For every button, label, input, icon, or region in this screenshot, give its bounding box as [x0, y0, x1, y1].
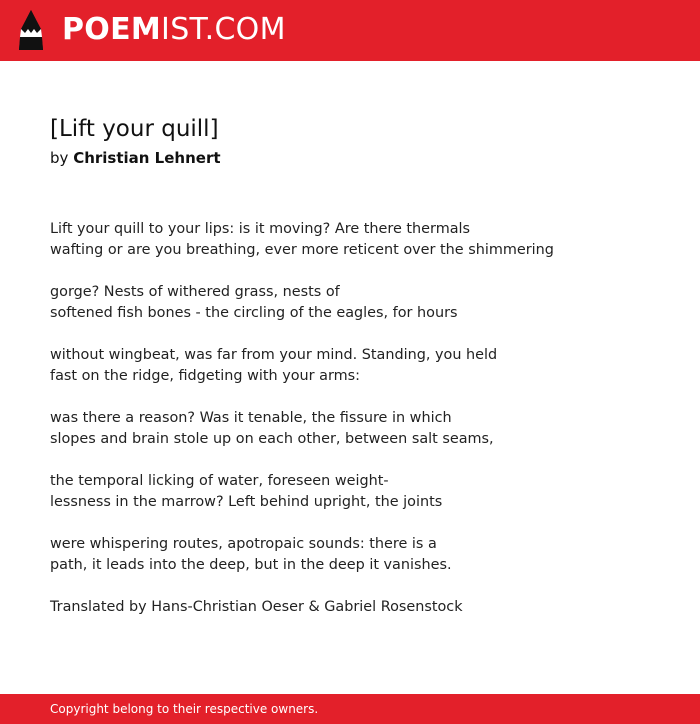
poem-line: Lift your quill to your lips: is it moving? Are there thermals [50, 221, 471, 237]
site-footer [0, 694, 700, 724]
poem-line: softened fish bones - the circling of the eagles, for hours [50, 305, 458, 321]
brand-light: IST.COM [161, 12, 286, 47]
pencil-tip-icon[interactable] [17, 9, 45, 51]
translator-note: Translated by Hans-Christian Oeser & Gabriel Rosenstock [50, 599, 463, 615]
stanza [50, 471, 670, 513]
poem-line: without wingbeat, was far from your mind. Standing, you held [50, 347, 498, 363]
stanza [50, 219, 670, 261]
copyright-text: Copyright belong to their respective owners. [50, 702, 319, 716]
stanza [50, 408, 670, 450]
poem-line: wafting or are you breathing, ever more reticent over the shimmering [50, 242, 554, 258]
stanza [50, 345, 670, 387]
poem-line: were whispering routes, apotropaic sounds: there is a [50, 536, 437, 552]
site-logo-text[interactable] [62, 12, 286, 48]
poem-line: path, it leads into the deep, but in the deep it vanishes. [50, 557, 452, 573]
by-label: by [50, 149, 69, 167]
poem-title: [Lift your quill] [50, 116, 219, 142]
stanza [50, 534, 670, 576]
poem-body [50, 219, 670, 618]
stanza [50, 282, 670, 324]
byline [50, 149, 221, 167]
poem-line: lessness in the marrow? Left behind upright, the joints [50, 494, 443, 510]
brand-bold: POEM [62, 12, 162, 47]
site-header [0, 0, 700, 61]
poem-line: the temporal licking of water, foreseen weight- [50, 473, 389, 489]
poem-line: gorge? Nests of withered grass, nests of [50, 284, 340, 300]
author-name[interactable]: Christian Lehnert [73, 149, 221, 167]
poem-line: slopes and brain stole up on each other, between salt seams, [50, 431, 494, 447]
poem-line: fast on the ridge, fidgeting with your arms: [50, 368, 361, 384]
poem-line: was there a reason? Was it tenable, the fissure in which [50, 410, 452, 426]
